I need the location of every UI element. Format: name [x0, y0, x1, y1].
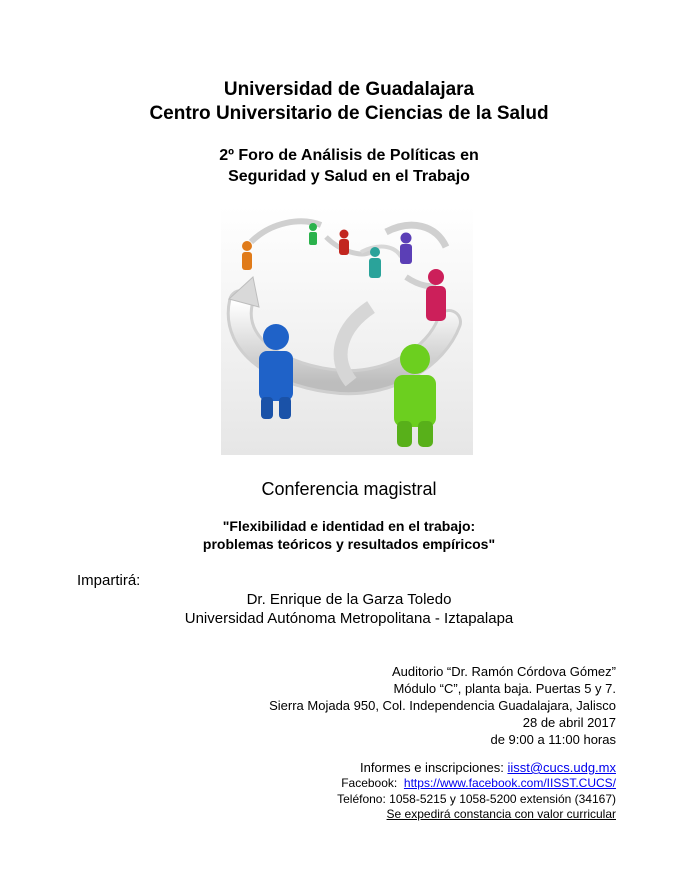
person-magenta-icon [426, 269, 446, 321]
person-green-small-icon [309, 223, 317, 245]
speaker-institution: Universidad Autónoma Metropolitana - Iztapalapa [184, 610, 514, 627]
venue-auditorium: Auditorio “Dr. Ramón Córdova Gómez” [392, 664, 616, 679]
venue-address: Sierra Mojada 950, Col. Independencia Guadalajara, Jalisco [269, 698, 616, 713]
event-date: 28 de abril 2017 [522, 715, 616, 730]
speaker-intro: Impartirá: [77, 572, 141, 589]
person-red-icon [339, 230, 349, 256]
person-teal-icon [369, 247, 381, 278]
university-name: Universidad de Guadalajara [223, 79, 475, 100]
event-time: de 9:00 a 11:00 horas [490, 732, 616, 747]
facebook-line [341, 775, 616, 791]
talk-title-line1: "Flexibilidad e identidad en el trabajo: [222, 518, 476, 534]
center-name: Centro Universitario de Ciencias de la Salud [149, 103, 549, 124]
venue-module: Módulo “C”, planta baja. Puertas 5 y 7. [393, 681, 616, 696]
talk-title-line2: problemas teóricos y resultados empíricos" [202, 536, 496, 552]
facebook-label: Facebook: [341, 776, 398, 790]
forum-title-line2: Seguridad y Salud en el Trabajo [228, 168, 470, 185]
speaker-name: Dr. Enrique de la Garza Toledo [246, 591, 452, 608]
person-purple-icon [400, 233, 412, 265]
contact-phone: Teléfono: 1058-5215 y 1058-5200 extensión (34167) [337, 792, 616, 806]
facebook-link[interactable]: https://www.facebook.com/IISST.CUCS/ [403, 776, 616, 790]
person-orange-icon [242, 241, 252, 270]
contact-info-label: Informes e inscripciones: [360, 760, 504, 775]
conference-label: Conferencia magistral [261, 479, 437, 499]
forum-title-line1: 2º Foro de Análisis de Políticas en [219, 147, 479, 164]
people-network-illustration [221, 207, 473, 455]
contact-info-line [360, 759, 616, 776]
certificate-note: Se expedirá constancia con valor curricular [386, 807, 616, 821]
contact-email-link[interactable]: iisst@cucs.udg.mx [507, 760, 616, 775]
